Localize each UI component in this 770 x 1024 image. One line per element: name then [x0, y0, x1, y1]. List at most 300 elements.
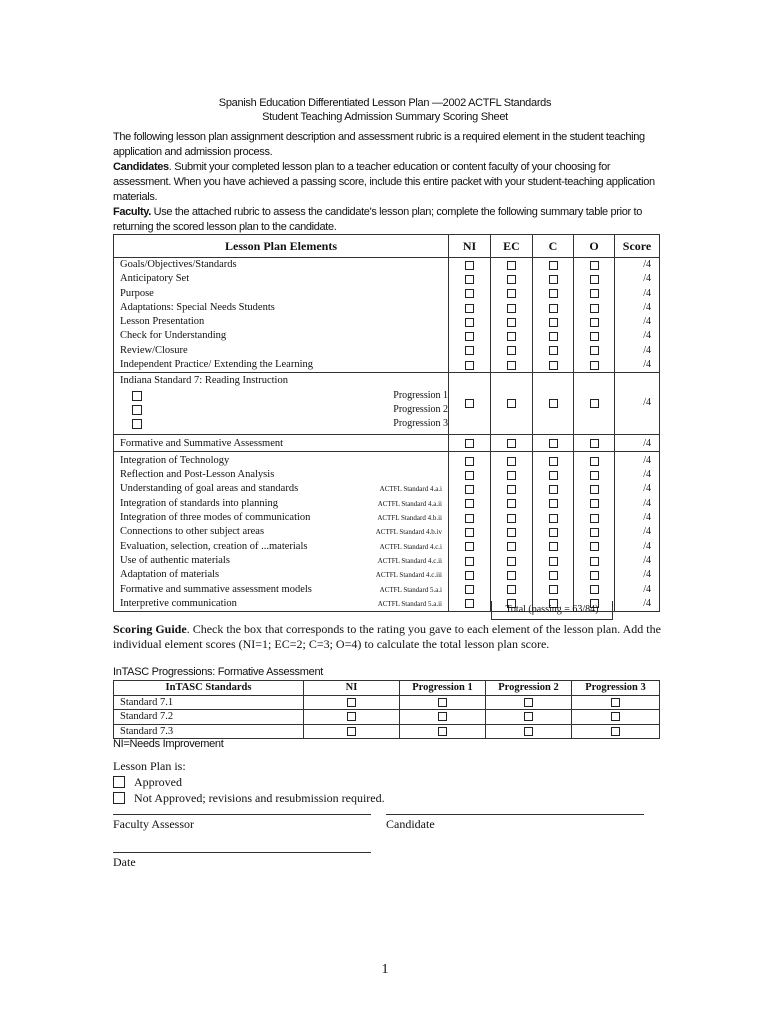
- rating-checkbox[interactable]: [465, 361, 474, 370]
- element-score: /4: [643, 497, 651, 509]
- intasc-rating-checkbox[interactable]: [611, 712, 620, 721]
- col-c: C: [533, 235, 574, 258]
- rubric-element: [120, 454, 448, 468]
- element-score: /4: [643, 583, 651, 595]
- rating-checkbox[interactable]: [507, 528, 516, 537]
- rating-cell: [574, 344, 614, 358]
- indiana-ni-cell: [449, 373, 491, 434]
- approved-checkbox[interactable]: [113, 776, 125, 788]
- rating-checkbox[interactable]: [549, 361, 558, 370]
- g1-ni-column: [449, 258, 491, 373]
- rubric-element: Anticipatory Set: [120, 273, 190, 285]
- rating-checkbox[interactable]: [549, 528, 558, 537]
- rating-cell: [574, 358, 614, 372]
- progression-checkbox[interactable]: [132, 391, 142, 401]
- rating-checkbox[interactable]: [465, 499, 474, 508]
- rubric-element-label: Integration of three modes of communication: [120, 512, 311, 524]
- rating-checkbox[interactable]: [590, 332, 599, 341]
- lesson-plan-status: [113, 758, 385, 806]
- rubric-element: [120, 468, 448, 482]
- rating-cell: [449, 344, 490, 358]
- rating-checkbox[interactable]: [465, 599, 474, 608]
- rating-cell: [574, 554, 614, 568]
- intasc-header-cell: InTASC Standards: [114, 681, 304, 696]
- rating-checkbox[interactable]: [465, 318, 474, 327]
- rating-cell: [449, 301, 490, 315]
- rating-checkbox[interactable]: [590, 318, 599, 327]
- intasc-rating-checkbox[interactable]: [524, 712, 533, 721]
- rating-cell: [533, 568, 573, 582]
- rating-checkbox[interactable]: [507, 485, 516, 494]
- rating-checkbox[interactable]: [507, 471, 516, 480]
- intasc-rating-cell: [400, 724, 486, 739]
- rating-checkbox[interactable]: [465, 557, 474, 566]
- intasc-rating-checkbox[interactable]: [347, 698, 356, 707]
- rating-cell: [533, 272, 573, 286]
- intasc-row: [114, 724, 660, 739]
- rating-checkbox[interactable]: [465, 457, 474, 466]
- candidate-signature-line[interactable]: [386, 814, 644, 815]
- actfl-standard-ref: ACTFL Standard 4.c.iii: [375, 571, 442, 580]
- rating-checkbox[interactable]: [590, 261, 599, 270]
- rating-cell: [491, 482, 532, 496]
- rating-cell: [533, 315, 573, 329]
- group-2-elements: [114, 451, 449, 611]
- progression-label: Progression 3: [393, 418, 448, 430]
- rating-checkbox[interactable]: [549, 332, 558, 341]
- rating-cell: [449, 583, 490, 597]
- actfl-standard-ref: [442, 454, 448, 468]
- rating-checkbox[interactable]: [590, 471, 599, 480]
- element-score: /4: [643, 554, 651, 566]
- intasc-row: [114, 710, 660, 725]
- rubric-element-label: Use of authentic materials: [120, 554, 230, 566]
- rating-cell: [574, 497, 614, 511]
- rubric-element: [120, 525, 448, 539]
- g2-ni-column: [449, 451, 491, 611]
- intasc-rating-cell: [572, 710, 660, 725]
- approved-label: Approved: [134, 775, 182, 789]
- rating-cell: [491, 468, 532, 482]
- indiana-ec-checkbox[interactable]: [507, 399, 516, 408]
- candidates-text: . Submit your completed lesson plan to a teacher education or content faculty of your choosing for assessment. When you have achieved a passing score, include this entire packet with your student-teaching application materials.: [113, 161, 655, 203]
- faculty-text: Use the attached rubric to assess the candidate's lesson plan; complete the following summary table prior to returning the scored lesson plan to the candidate.: [113, 206, 642, 233]
- rating-checkbox[interactable]: [590, 485, 599, 494]
- rating-checkbox[interactable]: [549, 289, 558, 298]
- rubric-group-1: [114, 258, 660, 373]
- rating-checkbox[interactable]: [549, 471, 558, 480]
- rubric-element: Independent Practice/ Extending the Learning: [120, 359, 314, 371]
- g1-ec-column: [491, 258, 533, 373]
- rating-checkbox[interactable]: [507, 457, 516, 466]
- group-1-elements: [114, 258, 449, 373]
- rating-checkbox[interactable]: [549, 557, 558, 566]
- rubric-group-2: [114, 451, 660, 611]
- rating-checkbox[interactable]: [507, 275, 516, 284]
- rating-checkbox[interactable]: [549, 514, 558, 523]
- rating-checkbox[interactable]: [465, 485, 474, 494]
- actfl-standard-ref: ACTFL Standard 5.a.i: [379, 585, 442, 594]
- not-approved-label: Not Approved; revisions and resubmission required.: [134, 791, 385, 805]
- formative-score-cell: [615, 434, 660, 451]
- intasc-rating-cell: [486, 695, 572, 710]
- rating-checkbox[interactable]: [507, 304, 516, 313]
- formative-row: [114, 434, 660, 451]
- element-score: /4: [643, 454, 651, 466]
- intasc-rating-cell: [304, 695, 400, 710]
- rubric-element: Adaptations: Special Needs Students: [120, 301, 275, 313]
- rating-checkbox[interactable]: [590, 346, 599, 355]
- g2-ec-column: [491, 451, 533, 611]
- faculty-signature-line[interactable]: [113, 814, 371, 815]
- element-score: /4: [643, 301, 651, 313]
- header-subtitle: Student Teaching Admission Summary Scoring Sheet: [262, 111, 508, 123]
- rating-checkbox[interactable]: [549, 318, 558, 327]
- rating-cell: [533, 525, 573, 539]
- intasc-rating-checkbox[interactable]: [524, 698, 533, 707]
- rating-checkbox[interactable]: [549, 346, 558, 355]
- rating-checkbox[interactable]: [590, 304, 599, 313]
- faculty-label: Faculty.: [113, 206, 151, 218]
- rating-cell: [491, 568, 532, 582]
- rating-checkbox[interactable]: [590, 557, 599, 566]
- rubric-element: [120, 540, 448, 554]
- intasc-rating-checkbox[interactable]: [438, 698, 447, 707]
- rating-cell: [449, 511, 490, 525]
- rating-cell: [449, 482, 490, 496]
- intasc-rating-cell: [486, 724, 572, 739]
- rating-cell: [449, 468, 490, 482]
- rating-checkbox[interactable]: [465, 528, 474, 537]
- rating-cell: [449, 358, 490, 372]
- rating-cell: [574, 272, 614, 286]
- candidate-label: Candidate: [386, 817, 435, 831]
- rating-cell: [491, 329, 532, 343]
- rubric-element-label: Connections to other subject areas: [120, 526, 265, 538]
- rating-checkbox[interactable]: [590, 528, 599, 537]
- candidates-label: Candidates: [113, 161, 169, 173]
- rating-checkbox[interactable]: [465, 304, 474, 313]
- rating-checkbox[interactable]: [465, 471, 474, 480]
- element-score: /4: [643, 569, 651, 581]
- rating-checkbox[interactable]: [465, 289, 474, 298]
- rating-cell: [449, 540, 490, 554]
- formative-ec-cell: [491, 434, 533, 451]
- rating-checkbox[interactable]: [507, 346, 516, 355]
- faculty-assessor-label: Faculty Assessor: [113, 817, 194, 831]
- rating-checkbox[interactable]: [549, 261, 558, 270]
- rubric-element: Check for Understanding: [120, 330, 227, 342]
- rating-cell: [574, 329, 614, 343]
- rating-cell: [449, 497, 490, 511]
- col-lesson-plan-elements: Lesson Plan Elements: [114, 235, 449, 258]
- rubric-element-label: Understanding of goal areas and standards: [120, 483, 299, 495]
- rating-checkbox[interactable]: [465, 542, 474, 551]
- total-score-cell: Total (passing = 63/84): [491, 601, 613, 620]
- indiana-c-checkbox[interactable]: [549, 399, 558, 408]
- intasc-rating-cell: [304, 710, 400, 725]
- actfl-standard-ref: ACTFL Standard 4.b.ii: [377, 514, 442, 523]
- rating-cell: [533, 329, 573, 343]
- rating-cell: [491, 540, 532, 554]
- indiana-ni-checkbox[interactable]: [465, 399, 474, 408]
- rubric-element: [120, 568, 448, 582]
- intasc-header-cell: Progression 1: [400, 681, 486, 696]
- element-score: /4: [643, 287, 651, 299]
- rating-checkbox[interactable]: [507, 499, 516, 508]
- rating-checkbox[interactable]: [465, 346, 474, 355]
- actfl-standard-ref: ACTFL Standard 4.b.iv: [375, 528, 442, 537]
- indiana-standard-title: Indiana Standard 7: Reading Instruction: [120, 375, 288, 387]
- rating-cell: [491, 554, 532, 568]
- rating-cell: [449, 272, 490, 286]
- rubric-element-label: Formative and summative assessment models: [120, 583, 312, 595]
- lesson-plan-status-title: Lesson Plan is:: [113, 759, 186, 773]
- col-o: O: [574, 235, 615, 258]
- rating-checkbox[interactable]: [590, 275, 599, 284]
- rating-checkbox[interactable]: [549, 485, 558, 494]
- formative-cell: [114, 434, 449, 451]
- actfl-standard-ref: ACTFL Standard 4.c.i: [379, 542, 442, 551]
- indiana-o-cell: [574, 373, 615, 434]
- rating-cell: [533, 358, 573, 372]
- actfl-standard-ref: ACTFL Standard 4.a.ii: [377, 499, 442, 508]
- rubric-element: Review/Closure: [120, 344, 188, 356]
- rating-checkbox[interactable]: [507, 261, 516, 270]
- rating-cell: [533, 554, 573, 568]
- element-score: /4: [643, 540, 651, 552]
- g1-o-column: [574, 258, 615, 373]
- g2-score-column: [615, 451, 660, 611]
- intasc-body: [114, 695, 660, 739]
- progression-list: [120, 389, 448, 432]
- actfl-standard-ref: ACTFL Standard 4.a.i: [379, 485, 442, 494]
- progression-label: Progression 2: [393, 403, 448, 415]
- rating-checkbox[interactable]: [590, 361, 599, 370]
- rating-cell: [533, 344, 573, 358]
- rating-checkbox[interactable]: [507, 571, 516, 580]
- rating-checkbox[interactable]: [465, 585, 474, 594]
- element-score: /4: [643, 259, 651, 270]
- rating-checkbox[interactable]: [590, 499, 599, 508]
- rating-checkbox[interactable]: [549, 571, 558, 580]
- rating-cell: [491, 497, 532, 511]
- rating-checkbox[interactable]: [507, 361, 516, 370]
- rating-cell: [574, 454, 614, 468]
- rubric-element: [120, 497, 448, 511]
- indiana-standard-cell: [114, 373, 449, 434]
- rating-cell: [574, 287, 614, 301]
- actfl-standard-ref: [442, 468, 448, 482]
- g1-c-column: [533, 258, 574, 373]
- rating-cell: [574, 315, 614, 329]
- intasc-rating-checkbox[interactable]: [611, 727, 620, 736]
- formative-ni-checkbox[interactable]: [465, 439, 474, 448]
- intasc-header-cell: Progression 2: [486, 681, 572, 696]
- rating-cell: [449, 315, 490, 329]
- rubric-element: [120, 597, 448, 611]
- rating-cell: [491, 272, 532, 286]
- rating-checkbox[interactable]: [549, 499, 558, 508]
- rating-checkbox[interactable]: [549, 585, 558, 594]
- rating-cell: [491, 511, 532, 525]
- rating-checkbox[interactable]: [549, 457, 558, 466]
- rating-cell: [491, 525, 532, 539]
- rating-checkbox[interactable]: [507, 289, 516, 298]
- intasc-rating-checkbox[interactable]: [524, 727, 533, 736]
- indiana-o-checkbox[interactable]: [590, 399, 599, 408]
- indiana-c-cell: [533, 373, 574, 434]
- rating-checkbox[interactable]: [465, 275, 474, 284]
- progression-label: Progression 1: [393, 389, 448, 401]
- rating-cell: [491, 583, 532, 597]
- intasc-standard-label: Standard 7.2: [114, 710, 304, 725]
- date-label: Date: [113, 855, 136, 869]
- element-score: /4: [643, 526, 651, 538]
- formative-o-cell: [574, 434, 615, 451]
- rubric-element-label: Evaluation, selection, creation of ...materials: [120, 540, 308, 552]
- intasc-rating-checkbox[interactable]: [347, 712, 356, 721]
- rating-cell: [574, 583, 614, 597]
- intasc-table: [113, 680, 660, 739]
- actfl-standard-ref: ACTFL Standard 4.c.ii: [377, 556, 442, 565]
- rating-cell: [449, 568, 490, 582]
- rubric-element: Purpose: [120, 287, 154, 299]
- g2-c-column: [533, 451, 574, 611]
- rating-checkbox[interactable]: [590, 514, 599, 523]
- rubric-element: [120, 554, 448, 568]
- rating-checkbox[interactable]: [507, 514, 516, 523]
- rating-cell: [449, 525, 490, 539]
- formative-label: Formative and Summative Assessment: [120, 437, 284, 449]
- rating-checkbox[interactable]: [465, 571, 474, 580]
- rubric-element: Lesson Presentation: [120, 316, 205, 328]
- g2-o-column: [574, 451, 615, 611]
- g1-score-column: [615, 258, 660, 373]
- rating-cell: [491, 454, 532, 468]
- element-score: /4: [643, 597, 651, 609]
- rating-checkbox[interactable]: [549, 304, 558, 313]
- progression-item[interactable]: [120, 389, 448, 403]
- rating-checkbox[interactable]: [507, 557, 516, 566]
- intasc-rating-checkbox[interactable]: [611, 698, 620, 707]
- rating-cell: [533, 468, 573, 482]
- not-approved-option[interactable]: [113, 790, 385, 806]
- formative-c-checkbox[interactable]: [549, 439, 558, 448]
- rating-cell: [574, 482, 614, 496]
- scoring-guide-text: . Check the box that corresponds to the rating you gave to each element of the lesson plan. Add the individual element scores (NI=1; EC=2; C=3; O=4) to calculate the total lesson plan score.: [113, 622, 661, 651]
- element-score: /4: [643, 483, 651, 495]
- rating-cell: [533, 287, 573, 301]
- rating-cell: [533, 511, 573, 525]
- intasc-rating-cell: [572, 695, 660, 710]
- formative-c-cell: [533, 434, 574, 451]
- actfl-standard-ref: ACTFL Standard 5.a.ii: [377, 599, 442, 608]
- not-approved-checkbox[interactable]: [113, 792, 125, 804]
- intasc-rating-cell: [486, 710, 572, 725]
- progression-item[interactable]: [120, 403, 448, 417]
- rating-cell: [533, 482, 573, 496]
- progression-checkbox[interactable]: [132, 405, 142, 415]
- rubric-element: [120, 511, 448, 525]
- rating-checkbox[interactable]: [507, 332, 516, 341]
- rating-cell: [574, 258, 614, 272]
- rating-cell: [574, 511, 614, 525]
- rating-cell: [491, 315, 532, 329]
- rating-checkbox[interactable]: [507, 318, 516, 327]
- rating-checkbox[interactable]: [590, 289, 599, 298]
- rating-checkbox[interactable]: [465, 261, 474, 270]
- intasc-standard-label: Standard 7.3: [114, 724, 304, 739]
- indiana-standard-row: [114, 373, 660, 434]
- rubric-element: [120, 583, 448, 597]
- date-line[interactable]: [113, 852, 371, 853]
- col-ec: EC: [491, 235, 533, 258]
- intasc-rating-checkbox[interactable]: [347, 727, 356, 736]
- rating-cell: [491, 258, 532, 272]
- rating-cell: [449, 597, 490, 611]
- rating-checkbox[interactable]: [507, 542, 516, 551]
- progression-checkbox[interactable]: [132, 419, 142, 429]
- formative-o-checkbox[interactable]: [590, 439, 599, 448]
- indiana-ec-cell: [491, 373, 533, 434]
- element-score: /4: [643, 469, 651, 481]
- intasc-rating-checkbox[interactable]: [438, 727, 447, 736]
- intasc-rating-cell: [572, 724, 660, 739]
- rubric-header-row: [114, 235, 660, 258]
- rating-cell: [533, 454, 573, 468]
- rating-cell: [449, 258, 490, 272]
- faculty-instructions: [113, 205, 658, 235]
- element-score: /4: [643, 512, 651, 524]
- rating-checkbox[interactable]: [465, 332, 474, 341]
- rating-checkbox[interactable]: [549, 275, 558, 284]
- rating-checkbox[interactable]: [549, 542, 558, 551]
- intasc-rating-cell: [304, 724, 400, 739]
- rubric-table: [113, 234, 660, 612]
- rubric-element: [120, 482, 448, 496]
- approved-option[interactable]: [113, 774, 385, 790]
- progression-item[interactable]: [120, 417, 448, 431]
- intasc-rating-checkbox[interactable]: [438, 712, 447, 721]
- rating-checkbox[interactable]: [590, 585, 599, 594]
- page-number: 1: [381, 962, 389, 977]
- rating-cell: [491, 344, 532, 358]
- formative-ni-cell: [449, 434, 491, 451]
- element-score: /4: [643, 344, 651, 356]
- intasc-rating-cell: [400, 695, 486, 710]
- rating-cell: [449, 454, 490, 468]
- rubric-element-label: Integration of standards into planning: [120, 497, 279, 509]
- formative-ec-checkbox[interactable]: [507, 439, 516, 448]
- rating-cell: [533, 583, 573, 597]
- rating-checkbox[interactable]: [590, 457, 599, 466]
- header-title: Spanish Education Differentiated Lesson Plan —2002 ACTFL Standards: [218, 97, 552, 109]
- intasc-header-cell: NI: [304, 681, 400, 696]
- scoring-guide-label: Scoring Guide: [113, 622, 187, 636]
- element-score: /4: [643, 316, 651, 328]
- rating-checkbox[interactable]: [465, 514, 474, 523]
- rubric-element-label: Adaptation of materials: [120, 569, 220, 581]
- rating-checkbox[interactable]: [507, 585, 516, 594]
- indiana-score: /4: [643, 397, 651, 409]
- rating-checkbox[interactable]: [590, 542, 599, 551]
- rating-cell: [491, 287, 532, 301]
- rating-checkbox[interactable]: [590, 571, 599, 580]
- intasc-rating-cell: [400, 710, 486, 725]
- rating-cell: [449, 329, 490, 343]
- rubric-element-label: Interpretive communication: [120, 597, 237, 609]
